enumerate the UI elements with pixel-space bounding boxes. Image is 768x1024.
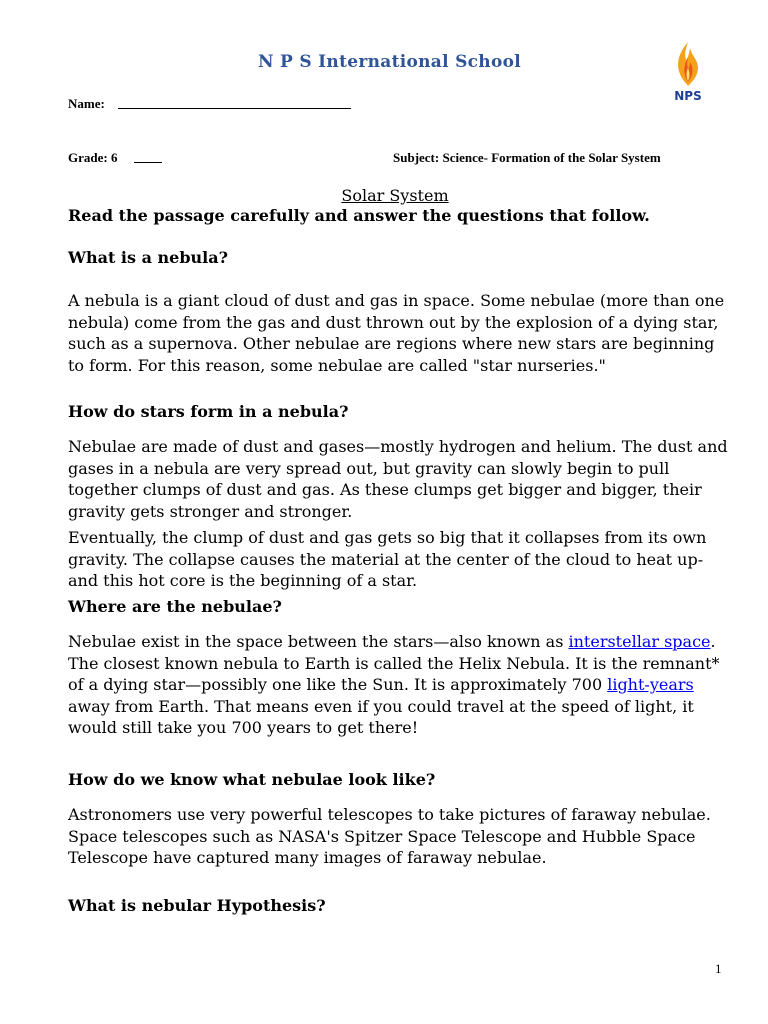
grade-label: Grade: 6 [68,150,118,165]
paragraph-nebula: A nebula is a giant cloud of dust and gas in space. Some nebulae (more than one nebula) come from the gas and dust thrown out by the explosion of a dying star, such as a supernova. Other nebulae are regions where new stars are beginning to form. For this reason, some nebulae are called "star nurseries." [68,291,725,375]
name-label: Name: [68,96,105,111]
location-text-a: Nebulae exist in the space between the stars—also known as [68,632,569,651]
logo-text: NPS [674,89,702,103]
flame-icon [668,40,708,90]
location-text-b: . The closest known nebula to Earth is called the Helix Nebula. It is the remnant* of a dying star—possibly one like the Sun. It is approximately 700 [68,632,720,694]
heading-where-nebulae: Where are the nebulae? [68,597,282,616]
paragraph-telescopes: Astronomers use very powerful telescopes to take pictures of faraway nebulae. Space telescopes such as NASA's Spitzer Space Telescope and Hubble Space Telescope have captured many images of faraway nebulae. [68,805,711,867]
light-years-link[interactable]: light-years [607,675,694,694]
heading-what-is-nebula: What is a nebula? [68,248,228,267]
instructions: Read the passage carefully and answer the questions that follow. [68,206,650,225]
paragraph-nebula-composition: Nebulae are made of dust and gases—mostly hydrogen and helium. The dust and gases in a nebula are very spread out, but gravity can slowly begin to pull together clumps of dust and gas. As these clumps get bigger and bigger, their gravity gets stronger and stronger. [68,437,728,521]
heading-how-we-know: How do we know what nebulae look like? [68,770,436,789]
interstellar-space-link[interactable]: interstellar space [568,632,711,651]
heading-nebular-hypothesis: What is nebular Hypothesis? [68,896,326,915]
page-number: 1 [715,961,722,976]
subject-label: Subject: Science- Formation of the Solar System [393,150,661,165]
school-name: N P S International School [258,52,521,72]
paragraph-location [68,631,728,739]
heading-star-formation: How do stars form in a nebula? [68,402,349,421]
grade-blank[interactable] [134,162,162,163]
location-text-c: away from Earth. That means even if you could travel at the speed of light, it would still take you 700 years to get there! [68,696,694,737]
paragraph-collapse: Eventually, the clump of dust and gas gets so big that it collapses from its own gravity. The collapse causes the material at the center of the cloud to heat up-and this hot core is the beginning of a star. [68,528,707,590]
name-blank[interactable] [118,108,351,109]
document-title: Solar System [341,186,449,205]
school-logo [668,40,708,106]
